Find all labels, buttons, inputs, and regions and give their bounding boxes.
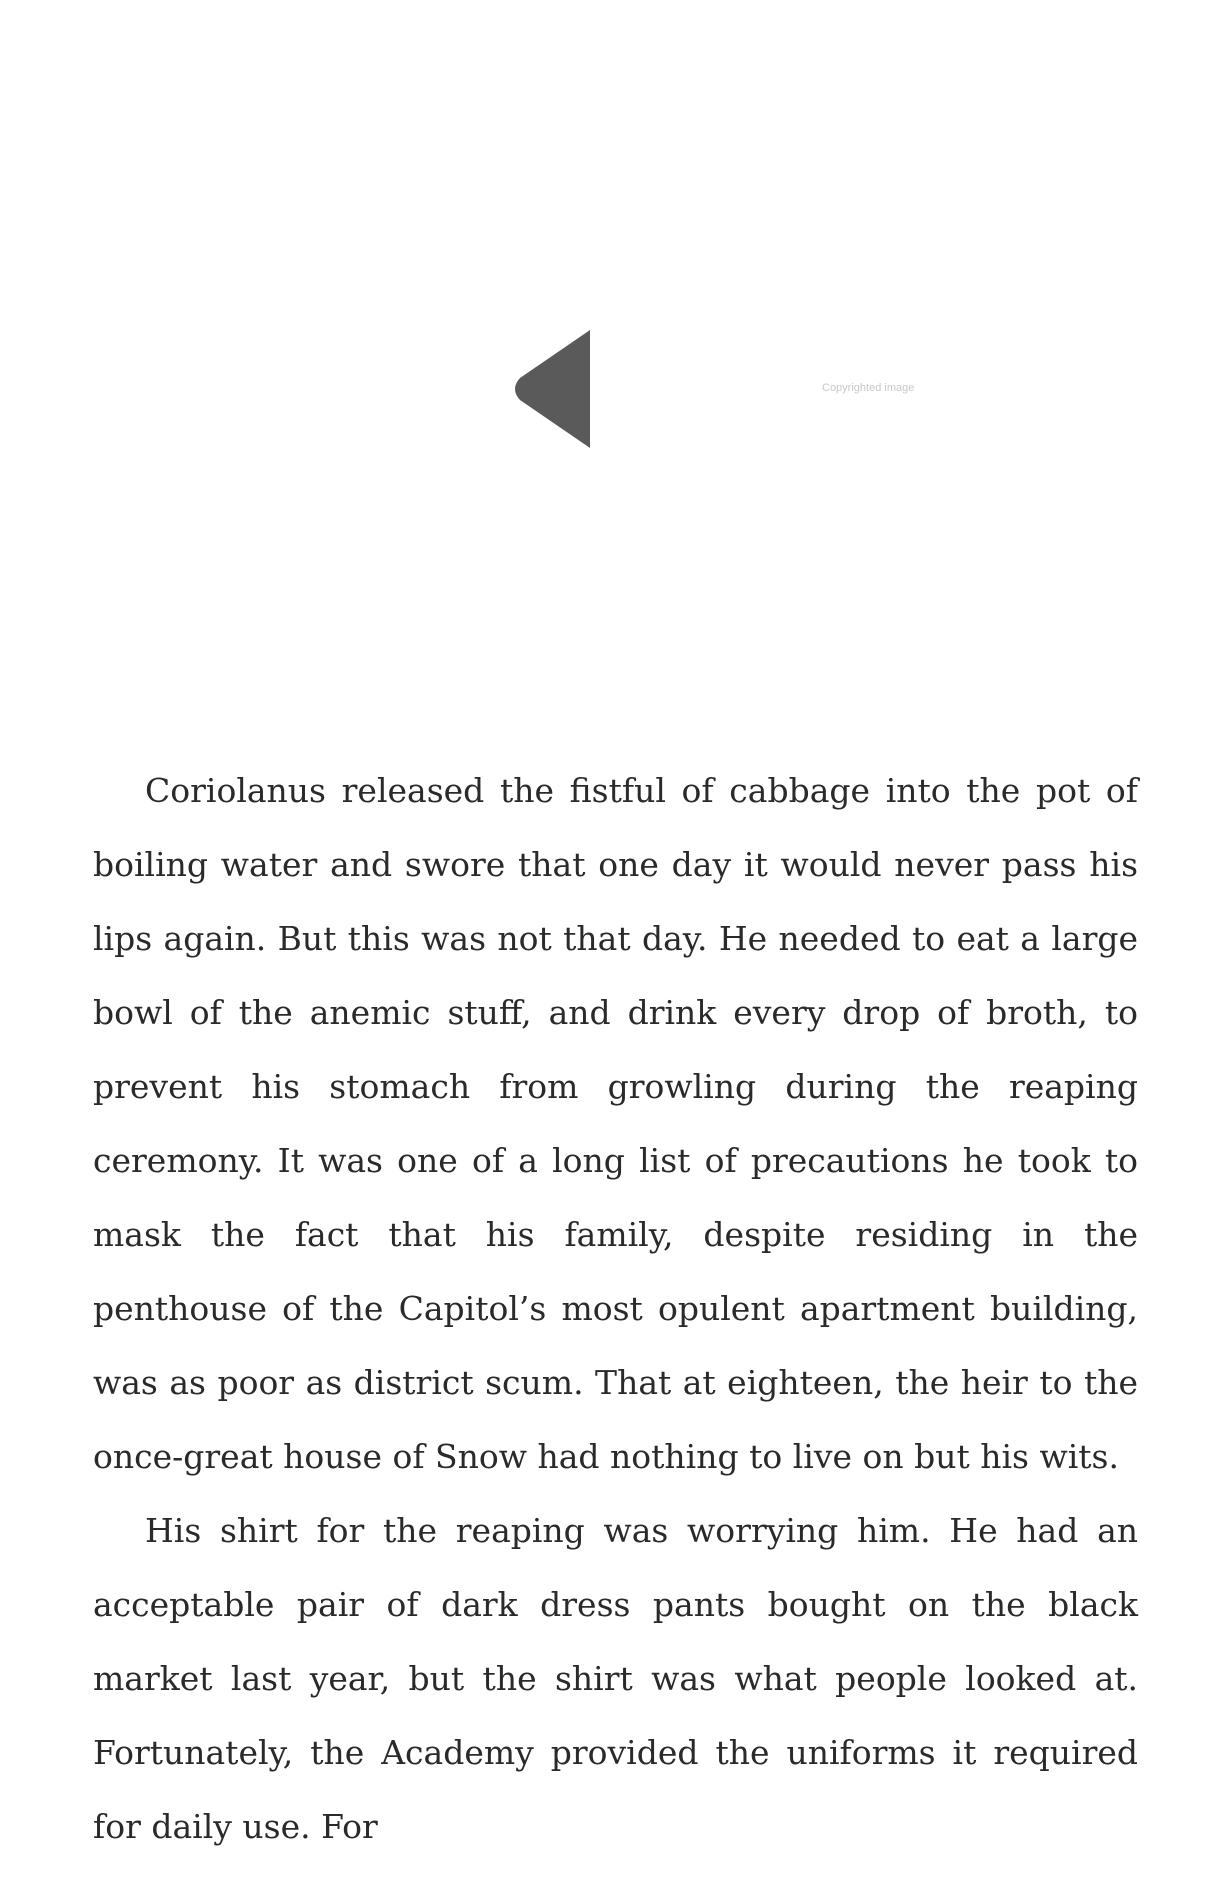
copyright-watermark: Copyrighted image: [822, 382, 915, 394]
illustration: [0, 0, 1221, 600]
book-text: [93, 754, 1138, 1864]
paragraph: Coriolanus released the fistful of cabbage into the pot of boiling water and swore that one day it would never pass his lips again. But this was not that day. He needed to eat a large bowl of the anemic stuff, and drink every drop of broth, to prevent his stomach from growling during the reaping ceremony. It was one of a long list of precautions he took to mask the fact that his family, despite residing in the penthouse of the Capitol’s most opulent apartment building, was as poor as district scum. That at eighteen, the heir to the once-great house of Snow had nothing to live on but his wits.: [93, 771, 1138, 1476]
left-arrow-icon: [510, 330, 590, 448]
paragraph: His shirt for the reaping was worrying him. He had an acceptable pair of dark dress pants bought on the black market last year, but the shirt was what people looked at. Fortunately, the Academy provided the uniforms it required for daily use. For: [93, 1511, 1138, 1846]
